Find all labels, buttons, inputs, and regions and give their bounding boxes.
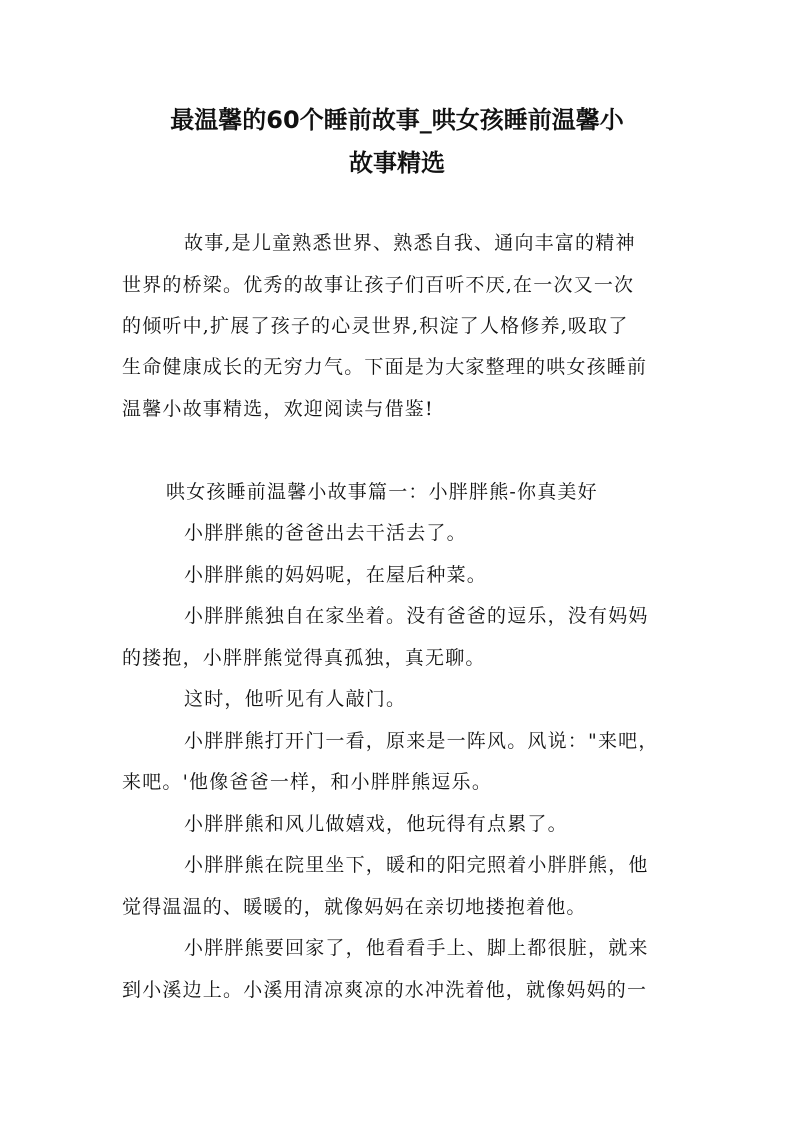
story-line-9: 小胖胖熊在院里坐下，暖和的阳完照着小胖胖熊，他 [184,854,649,876]
intro-line-4: 生命健康成长的无穷力气。下面是为大家整理的哄女孩睡前 [122,356,648,378]
story-line-12: 到小溪边上。小溪用清凉爽凉的水冲洗着他，就像妈妈的一 [122,979,648,1001]
story-heading: 哄女孩睡前温馨小故事篇一：小胖胖熊-你真美好 [166,481,598,503]
intro-line-3: 的倾听中,扩展了孩子的心灵世界,积淀了人格修养,吸取了 [122,315,629,337]
story-line-6: 小胖胖熊打开门一看，原来是一阵风。风说："来吧， [184,730,659,752]
page-title-line-2: 故事精选 [349,149,445,177]
story-line-2: 小胖胖熊的妈妈呢，在屋后种菜。 [184,564,488,586]
story-line-4: 的搂抱，小胖胖熊觉得真孤独，真无聊。 [122,647,486,669]
story-line-5: 这时，他听见有人敲门。 [184,688,407,710]
story-line-10: 觉得温温的、暖暖的，就像妈妈在亲切地搂抱着他。 [122,896,587,918]
intro-line-2: 世界的桥梁。优秀的故事让孩子们百听不厌,在一次又一次 [122,274,635,296]
story-line-1: 小胖胖熊的爸爸出去干活去了。 [184,522,467,544]
story-line-11: 小胖胖熊要回家了，他看看手上、脚上都很脏，就来 [184,937,649,959]
story-line-3: 小胖胖熊独自在家坐着。没有爸爸的逗乐，没有妈妈 [184,605,649,627]
story-line-8: 小胖胖熊和风儿做嬉戏，他玩得有点累了。 [184,813,568,835]
page-title-line-1: 最温馨的60个睡前故事_哄女孩睡前温馨小 [170,106,624,134]
story-line-7: 来吧。'他像爸爸一样，和小胖胖熊逗乐。 [122,771,493,793]
intro-line-1: 故事,是儿童熟悉世界、熟悉自我、通向丰富的精神 [184,232,636,254]
intro-line-5: 温馨小故事精选，欢迎阅读与借鉴! [122,398,434,420]
